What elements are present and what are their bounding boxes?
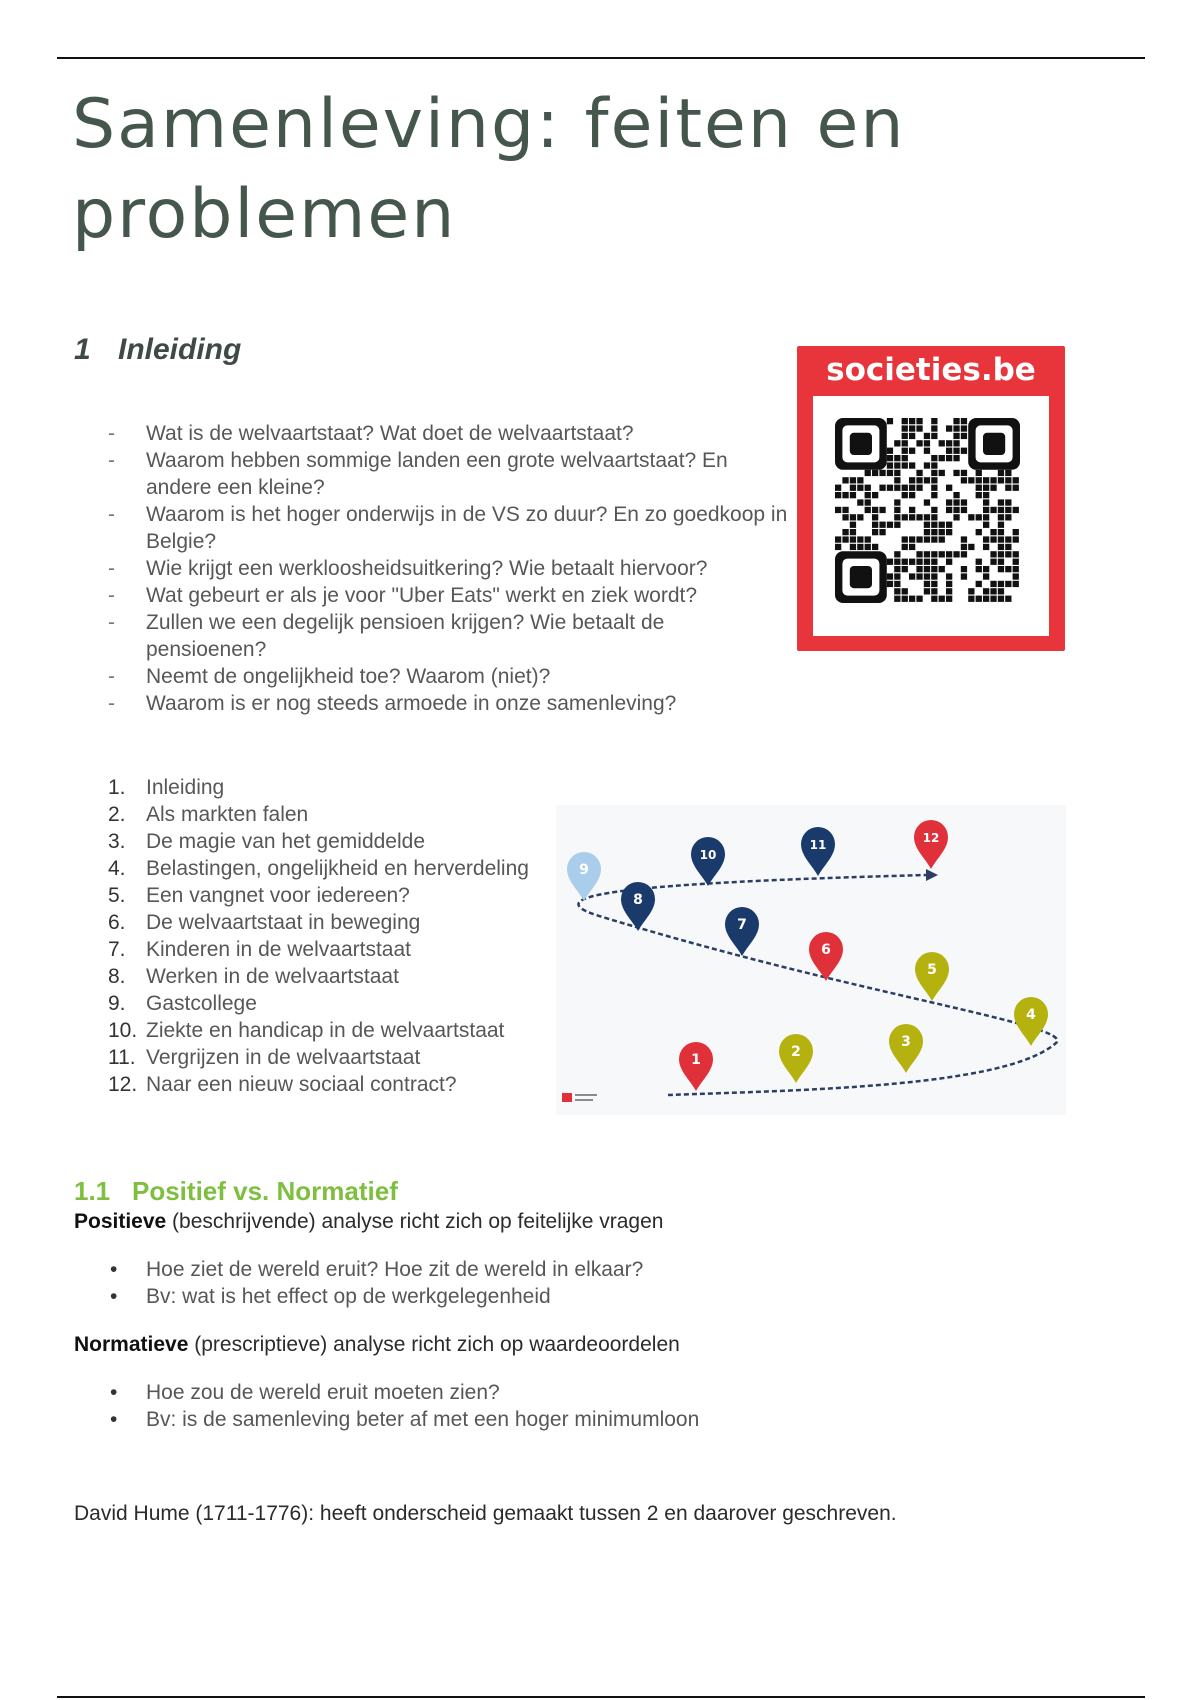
roadmap-pin-label: 5	[927, 962, 937, 978]
list-number: 11.	[108, 1046, 136, 1069]
list-number: 1.	[108, 776, 126, 799]
top-rule	[57, 57, 1145, 59]
list-item: • Hoe ziet de wereld eruit? Hoe zit de wereld in elkaar?	[108, 1256, 908, 1283]
list-label: Belastingen, ongelijkheid en herverdeling	[146, 857, 529, 880]
bottom-rule	[57, 1696, 1145, 1698]
normative-bullets	[108, 1379, 908, 1433]
positive-definition	[74, 1210, 663, 1234]
subsection-number: 1.1	[74, 1176, 111, 1206]
section-number: 1	[74, 333, 91, 366]
roadmap-pin-label: 9	[579, 862, 589, 878]
list-label: Kinderen in de welvaartstaat	[146, 938, 411, 961]
list-item: - Wat is de welvaartstaat? Wat doet de welvaartstaat?	[108, 420, 788, 447]
list-item	[108, 1044, 548, 1071]
list-item	[108, 882, 548, 909]
list-item: - Wat gebeurt er als je voor "Uber Eats" werkt en ziek wordt?	[108, 582, 788, 609]
list-label: Gastcollege	[146, 992, 257, 1015]
roadmap-pin-label: 10	[699, 848, 717, 862]
list-item: • Bv: is de samenleving beter af met een hoger minimumloon	[108, 1406, 908, 1433]
list-number: 3.	[108, 830, 126, 853]
list-label: Als markten falen	[146, 803, 309, 826]
list-item: - Waarom is er nog steeds armoede in onze samenleving?	[108, 690, 788, 717]
list-item	[108, 936, 548, 963]
list-item	[108, 963, 548, 990]
list-number: 8.	[108, 965, 126, 988]
list-item	[108, 855, 548, 882]
course-roadmap-graphic	[556, 805, 1066, 1115]
roadmap-pin-label: 1	[691, 1052, 701, 1068]
section-heading-inleiding	[74, 333, 241, 367]
subsection-heading	[74, 1176, 398, 1207]
list-item: • Hoe zou de wereld eruit moeten zien?	[108, 1379, 908, 1406]
list-item	[108, 909, 548, 936]
term-normative: Normatieve	[74, 1333, 189, 1356]
qr-code-image	[813, 396, 1049, 636]
university-logo	[562, 1093, 572, 1102]
intro-questions-list	[108, 420, 788, 717]
list-item	[108, 801, 548, 828]
chapter-list	[108, 774, 548, 1098]
subsection-title: Positief vs. Normatief	[132, 1176, 398, 1206]
roadmap-pin-label: 8	[633, 892, 643, 908]
list-number: 9.	[108, 992, 126, 1015]
section-title: Inleiding	[118, 333, 242, 366]
definition-text: (prescriptieve) analyse richt zich op waardeoordelen	[188, 1333, 680, 1356]
list-number: 5.	[108, 884, 126, 907]
list-item: - Waarom is het hoger onderwijs in de VS zo duur? En zo goedkoop in Belgie?	[108, 501, 788, 555]
qr-card-label: societies.be	[826, 352, 1036, 388]
list-number: 6.	[108, 911, 126, 934]
list-number: 7.	[108, 938, 126, 961]
roadmap-pin-label: 2	[791, 1044, 801, 1060]
list-number: 4.	[108, 857, 126, 880]
list-item: - Waarom hebben sommige landen een grote welvaartstaat? En andere een kleine?	[108, 447, 788, 501]
list-item: - Zullen we een degelijk pensioen krijgen? Wie betaalt de pensioenen?	[108, 609, 788, 663]
list-label: De magie van het gemiddelde	[146, 830, 426, 853]
list-item: - Neemt de ongelijkheid toe? Waarom (niet)?	[108, 663, 788, 690]
roadmap-pin-label: 12	[922, 831, 940, 845]
list-number: 10.	[108, 1019, 138, 1042]
list-item	[108, 990, 548, 1017]
list-label: De welvaartstaat in beweging	[146, 911, 421, 934]
footnote: David Hume (1711-1776): heeft onderscheid gemaakt tussen 2 en daarover geschreven.	[74, 1502, 897, 1525]
list-label: Ziekte en handicap in de welvaartstaat	[146, 1019, 505, 1042]
list-number: 2.	[108, 803, 126, 826]
page-title: Samenleving: feiten en problemen	[72, 85, 906, 254]
positive-bullets	[108, 1256, 908, 1310]
list-label: Vergrijzen in de welvaartstaat	[146, 1046, 421, 1069]
list-item: • Bv: wat is het effect op de werkgelegenheid	[108, 1283, 908, 1310]
term-positive: Positieve	[74, 1210, 167, 1233]
list-label: Een vangnet voor iedereen?	[146, 884, 410, 907]
list-number: 12.	[108, 1073, 138, 1096]
normative-definition	[74, 1333, 680, 1357]
roadmap-pin-label: 7	[737, 917, 747, 933]
roadmap-pin-label: 11	[809, 838, 827, 852]
list-item: - Wie krijgt een werkloosheidsuitkering? Wie betaalt hiervoor?	[108, 555, 788, 582]
list-item	[108, 828, 548, 855]
qr-code-panel	[813, 396, 1049, 636]
roadmap-pin-label: 4	[1026, 1007, 1036, 1023]
list-item	[108, 1017, 548, 1044]
roadmap-pin-label: 6	[821, 942, 831, 958]
qr-card[interactable]	[797, 346, 1065, 651]
definition-text: (beschrijvende) analyse richt zich op feitelijke vragen	[166, 1210, 664, 1233]
list-item	[108, 774, 548, 801]
list-label: Naar een nieuw sociaal contract?	[146, 1073, 457, 1096]
list-label: Inleiding	[146, 776, 225, 799]
list-label: Werken in de welvaartstaat	[146, 965, 399, 988]
roadmap-pin-label: 3	[901, 1034, 911, 1050]
list-item	[108, 1071, 548, 1098]
